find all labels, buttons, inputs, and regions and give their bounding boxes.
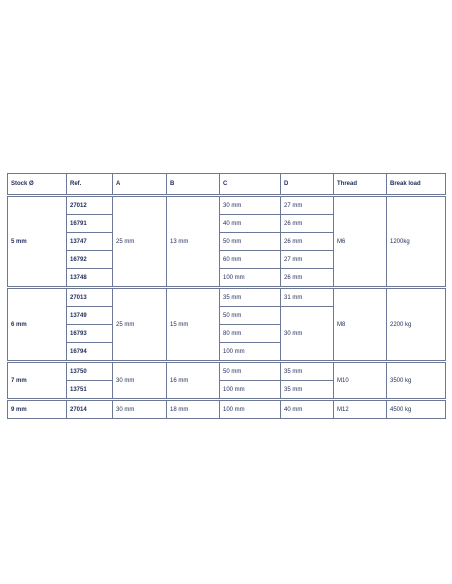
d-cell: 35 mm	[281, 362, 334, 381]
header-d: D	[281, 174, 334, 196]
ref-cell: 16794	[67, 343, 113, 362]
ref-cell: 16793	[67, 325, 113, 343]
a-cell: 25 mm	[113, 196, 167, 288]
stock-cell: 9 mm	[8, 400, 67, 419]
d-cell: 35 mm	[281, 381, 334, 400]
d-cell: 40 mm	[281, 400, 334, 419]
thread-cell: M12	[334, 400, 387, 419]
a-cell: 25 mm	[113, 288, 167, 362]
c-cell: 35 mm	[220, 288, 281, 307]
a-cell: 30 mm	[113, 400, 167, 419]
c-cell: 30 mm	[220, 196, 281, 215]
ref-cell: 27012	[67, 196, 113, 215]
header-a: A	[113, 174, 167, 196]
header-b: B	[167, 174, 220, 196]
header-break-load: Break load	[387, 174, 446, 196]
ref-cell: 13749	[67, 307, 113, 325]
ref-cell: 13748	[67, 269, 113, 288]
stock-cell: 5 mm	[8, 196, 67, 288]
ref-cell: 16791	[67, 215, 113, 233]
ref-cell: 13750	[67, 362, 113, 381]
c-cell: 40 mm	[220, 215, 281, 233]
break-load-cell: 3500 kg	[387, 362, 446, 400]
b-cell: 16 mm	[167, 362, 220, 400]
header-ref: Ref.	[67, 174, 113, 196]
d-cell: 27 mm	[281, 251, 334, 269]
c-cell: 100 mm	[220, 400, 281, 419]
b-cell: 13 mm	[167, 196, 220, 288]
d-cell: 26 mm	[281, 233, 334, 251]
ref-cell: 16792	[67, 251, 113, 269]
c-cell: 100 mm	[220, 343, 281, 362]
break-load-cell: 1200kg	[387, 196, 446, 288]
a-cell: 30 mm	[113, 362, 167, 400]
b-cell: 18 mm	[167, 400, 220, 419]
ref-cell: 13751	[67, 381, 113, 400]
b-cell: 15 mm	[167, 288, 220, 362]
table-row	[8, 288, 446, 307]
header-c: C	[220, 174, 281, 196]
d-cell: 30 mm	[281, 307, 334, 362]
c-cell: 60 mm	[220, 251, 281, 269]
specification-table	[7, 173, 446, 419]
thread-cell: M8	[334, 288, 387, 362]
ref-cell: 27014	[67, 400, 113, 419]
c-cell: 50 mm	[220, 307, 281, 325]
header-stock: Stock Ø	[8, 174, 67, 196]
table-row	[8, 400, 446, 419]
c-cell: 100 mm	[220, 269, 281, 288]
stock-cell: 6 mm	[8, 288, 67, 362]
d-cell: 27 mm	[281, 196, 334, 215]
header-thread: Thread	[334, 174, 387, 196]
table-row	[8, 362, 446, 381]
break-load-cell: 4500 kg	[387, 400, 446, 419]
d-cell: 31 mm	[281, 288, 334, 307]
c-cell: 50 mm	[220, 362, 281, 381]
thread-cell: M6	[334, 196, 387, 288]
break-load-cell: 2200 kg	[387, 288, 446, 362]
stock-cell: 7 mm	[8, 362, 67, 400]
c-cell: 50 mm	[220, 233, 281, 251]
thread-cell: M10	[334, 362, 387, 400]
table-row	[8, 196, 446, 215]
ref-cell: 27013	[67, 288, 113, 307]
table-header-row	[8, 174, 446, 196]
d-cell: 26 mm	[281, 215, 334, 233]
d-cell: 26 mm	[281, 269, 334, 288]
c-cell: 80 mm	[220, 325, 281, 343]
c-cell: 100 mm	[220, 381, 281, 400]
ref-cell: 13747	[67, 233, 113, 251]
